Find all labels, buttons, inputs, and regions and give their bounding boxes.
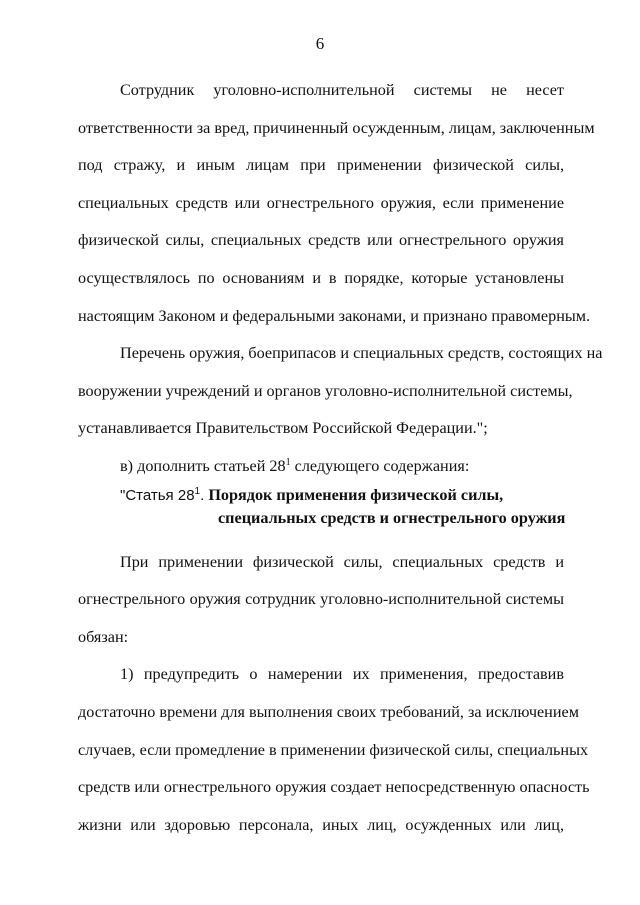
text-line: жизни или здоровью персонала, иных лиц, осужденных или лиц,	[78, 815, 564, 834]
text-line: Перечень оружия, боеприпасов и специальных средств, состоящих на	[120, 344, 603, 363]
text-line: средств или огнестрельного оружия создает непосредственную опасность	[78, 778, 590, 797]
text-line: случаев, если промедление в применении физической силы, специальных	[78, 740, 589, 759]
document-body	[78, 72, 603, 844]
text-line: огнестрельного оружия сотрудник уголовно-исполнительной системы	[78, 590, 564, 609]
text-line: настоящим Законом и федеральными законами, и признано правомерным.	[78, 306, 591, 325]
item-v-superscript: 1	[285, 456, 291, 468]
article-title-line1: Порядок применения физической силы,	[208, 485, 504, 504]
page-number: 6	[315, 34, 325, 53]
paragraph-obligation-1	[78, 656, 590, 844]
text-line: специальных средств или огнестрельного оружия, если применение	[78, 193, 564, 212]
text-line: При применении физической силы, специальных средств и	[120, 552, 564, 571]
text-line: осуществлялось по основаниям и в порядке, которые установлены	[78, 268, 564, 287]
text-line: обязан:	[78, 627, 129, 646]
article-title-line2: специальных средств и огнестрельного оружия	[218, 508, 566, 527]
paragraph-liability	[78, 72, 595, 335]
article-number: "Статья $28^1$.	[120, 485, 205, 504]
paragraph-obligations-intro	[78, 544, 564, 657]
text-line: под стражу, и иным лицам при применении физической силы,	[78, 156, 564, 175]
text-line: физической силы, специальных средств или огнестрельного оружия	[78, 231, 564, 250]
item-v-text-end: следующего содержания:	[290, 456, 470, 475]
item-v-text: в) дополнить статьей 28	[120, 456, 286, 475]
paragraph-weapons-list	[78, 335, 603, 448]
text-line: ответственности за вред, причиненный осужденным, лицам, заключенным	[78, 118, 595, 137]
text-line: вооружении учреждений и органов уголовно-исполнительной системы,	[78, 381, 573, 400]
text-line: устанавливается Правительством Российской Федерации.";	[78, 419, 488, 438]
text-line: достаточно времени для выполнения своих требований, за исключением	[78, 702, 579, 721]
article-heading	[78, 484, 564, 530]
text-line: Сотрудник уголовно-исполнительной системы не несет	[120, 81, 564, 99]
amendment-item-v	[78, 448, 564, 486]
text-line: 1) предупредить о намерении их применения, предоставив	[120, 665, 564, 684]
